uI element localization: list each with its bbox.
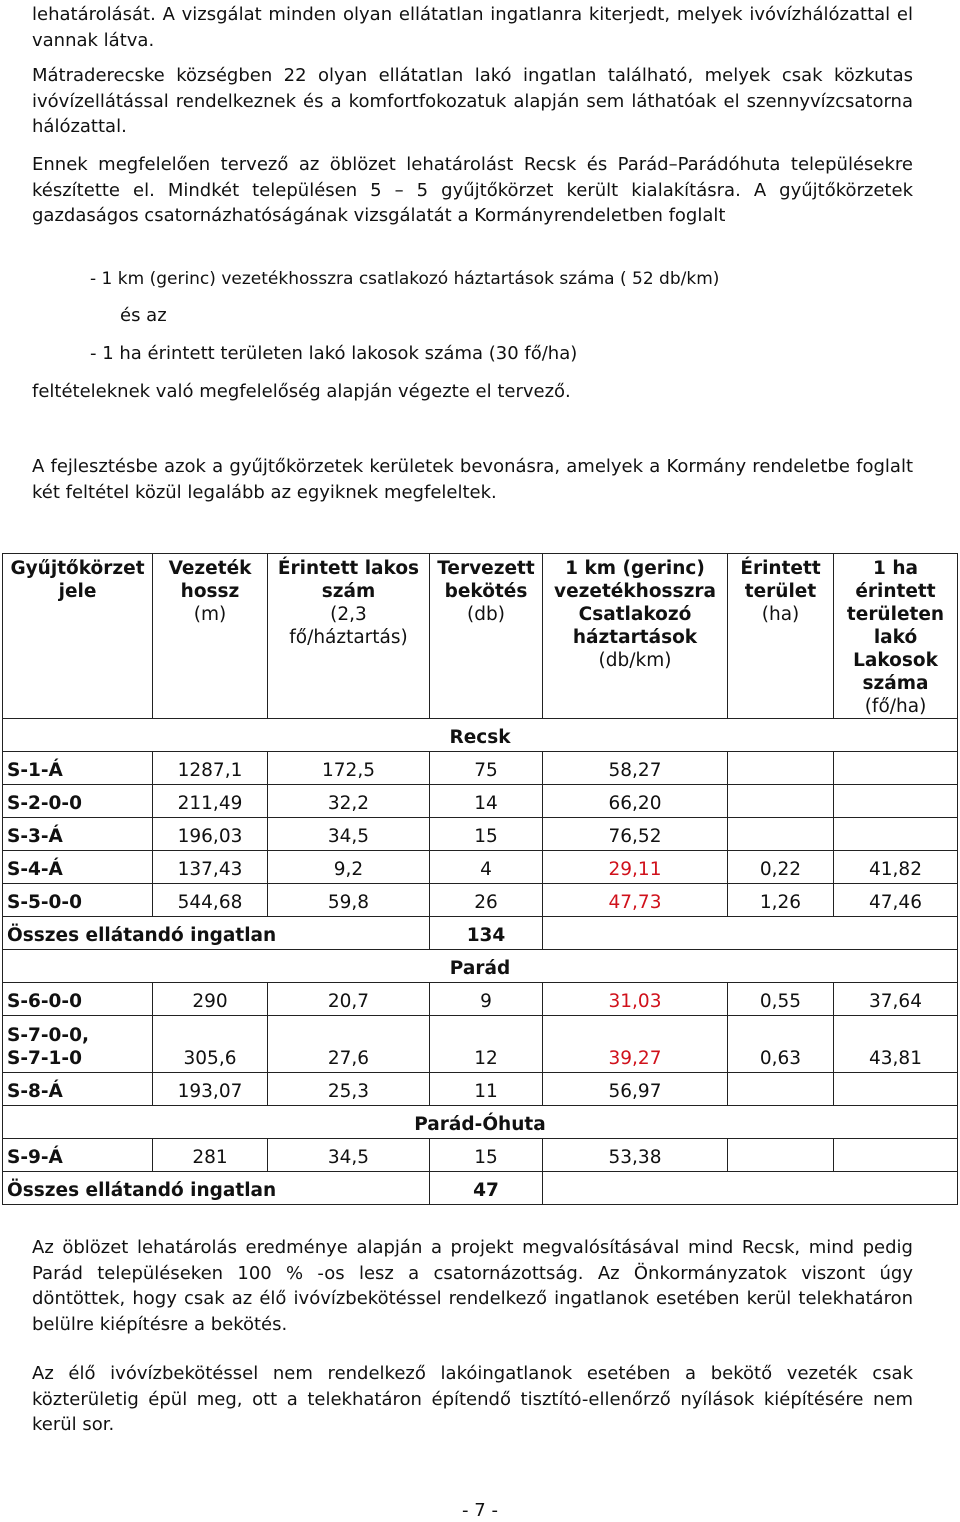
table-row — [3, 818, 958, 851]
cell-zone-id: S-8-Á — [3, 1073, 153, 1106]
cell-pipe-length: 544,68 — [153, 884, 268, 917]
cell-residents-per-ha: 47,46 — [834, 884, 958, 917]
cell-pipe-length: 196,03 — [153, 818, 268, 851]
cell-residents-per-ha — [834, 1073, 958, 1106]
cell-pipe-length: 193,07 — [153, 1073, 268, 1106]
paragraph-matraderecske: Mátraderecske községben 22 olyan ellátatlan lakó ingatlan található, melyek csak közkutas ivóvízellátással rendelkeznek és a komfortfokozatuk alapján sem láthatóak el szennyvízcsatorna hálózattal. — [32, 65, 913, 137]
table-row — [3, 785, 958, 818]
table-row — [3, 1016, 958, 1073]
cell-connections: 11 — [430, 1073, 543, 1106]
total-row — [3, 917, 958, 950]
cell-residents-per-ha: 43,81 — [834, 1016, 958, 1073]
paragraph-result: Az öblözet lehatárolás eredménye alapján a projekt megvalósításával mind Recsk, mind pedig Parád településeken 100 % -os lesz a csatornázottság. Az Önkormányzatok viszont úgy döntöttek, hogy csak az élő ivóvízbekötéssel rendelkező ingatlanok esetében kerül telekhatáron belülre kiépítésre a bekötés. — [32, 1237, 913, 1335]
cell-area — [728, 785, 834, 818]
cell-households-per-km: 58,27 — [543, 752, 728, 785]
section-label: Parád-Óhuta — [3, 1106, 958, 1139]
total-value: 47 — [430, 1172, 543, 1205]
total-label: Összes ellátandó ingatlan — [3, 917, 430, 950]
cell-connections: 75 — [430, 752, 543, 785]
cell-households-per-km: 66,20 — [543, 785, 728, 818]
cell-area: 0,55 — [728, 983, 834, 1016]
empty-cell — [543, 1172, 958, 1205]
cell-connections: 26 — [430, 884, 543, 917]
cell-households-per-km: 56,97 — [543, 1073, 728, 1106]
cell-households-per-km: 47,73 — [543, 884, 728, 917]
header-area: Érintett terület (ha) — [728, 554, 834, 719]
cell-pipe-length: 281 — [153, 1139, 268, 1172]
cell-residents: 32,2 — [268, 785, 430, 818]
cell-zone-id: S-6-0-0 — [3, 983, 153, 1016]
page-number: - 7 - — [462, 1500, 498, 1521]
cell-zone-id: S-1-Á — [3, 752, 153, 785]
cell-pipe-length: 211,49 — [153, 785, 268, 818]
cell-pipe-length: 305,6 — [153, 1016, 268, 1073]
cell-residents-per-ha: 37,64 — [834, 983, 958, 1016]
cell-connections: 9 — [430, 983, 543, 1016]
paragraph-no-connection: Az élő ivóvízbekötéssel nem rendelkező lakóingatlanok esetében a bekötő vezeték csak közterületig épül meg, ott a telekhatáron építendő tisztító-ellenőrző nyílások kiépítésére nem kerül sor. — [32, 1363, 913, 1435]
cell-residents: 27,6 — [268, 1016, 430, 1073]
table-row — [3, 752, 958, 785]
table-row — [3, 884, 958, 917]
cell-residents-per-ha: 41,82 — [834, 851, 958, 884]
cell-area — [728, 752, 834, 785]
paragraph-criteria-end: feltételeknek való megfelelőség alapján végezte el tervező. — [32, 381, 571, 402]
section-label: Recsk — [3, 719, 958, 752]
cell-households-per-km: 39,27 — [543, 1016, 728, 1073]
cell-pipe-length: 137,43 — [153, 851, 268, 884]
cell-connections: 4 — [430, 851, 543, 884]
collection-zone-table — [2, 553, 958, 1205]
cell-residents-per-ha — [834, 818, 958, 851]
total-label: Összes ellátandó ingatlan — [3, 1172, 430, 1205]
table-row — [3, 1073, 958, 1106]
paragraph-intro: lehatárolását. A vizsgálat minden olyan ellátatlan ingatlanra kiterjedt, melyek ivóvízhálózattal el vannak látva. — [32, 4, 913, 51]
cell-households-per-km: 29,11 — [543, 851, 728, 884]
cell-households-per-km: 53,38 — [543, 1139, 728, 1172]
cell-residents-per-ha — [834, 752, 958, 785]
cell-residents: 9,2 — [268, 851, 430, 884]
cell-residents: 25,3 — [268, 1073, 430, 1106]
header-residents: Érintett lakos szám (2,3 fő/háztartás) — [268, 554, 430, 719]
cell-connections: 15 — [430, 818, 543, 851]
cell-residents-per-ha — [834, 1139, 958, 1172]
cell-area — [728, 1139, 834, 1172]
cell-area — [728, 1073, 834, 1106]
header-connections: Tervezett bekötés (db) — [430, 554, 543, 719]
cell-residents: 34,5 — [268, 818, 430, 851]
cell-zone-id: S-9-Á — [3, 1139, 153, 1172]
criteria-connector: és az — [120, 305, 167, 326]
cell-households-per-km: 76,52 — [543, 818, 728, 851]
table-header-row — [3, 554, 958, 719]
cell-pipe-length: 290 — [153, 983, 268, 1016]
cell-residents: 20,7 — [268, 983, 430, 1016]
cell-connections: 15 — [430, 1139, 543, 1172]
paragraph-oblozet: Ennek megfelelően tervező az öblözet lehatárolást Recsk és Parád–Parádóhuta településekre készítette el. Mindkét településen 5 – 5 gyűjtőkörzet került kialakításra. A gyűjtőkörzetek gazdaságos csatornázhatóságának vizsgálatát a Kormányrendeletben foglalt — [32, 154, 913, 226]
section-row — [3, 1106, 958, 1139]
cell-area — [728, 818, 834, 851]
cell-connections: 12 — [430, 1016, 543, 1073]
section-row — [3, 950, 958, 983]
paragraph-fejlesztes: A fejlesztésbe azok a gyűjtőkörzetek kerületek bevonásra, amelyek a Kormány rendeletbe foglalt két feltétel közül legalább az egyiknek megfeleltek. — [32, 456, 913, 503]
cell-zone-id: S-3-Á — [3, 818, 153, 851]
section-row — [3, 719, 958, 752]
header-pipe-length: Vezeték hossz (m) — [153, 554, 268, 719]
cell-area: 0,22 — [728, 851, 834, 884]
cell-households-per-km: 31,03 — [543, 983, 728, 1016]
cell-zone-id: S-5-0-0 — [3, 884, 153, 917]
cell-area: 0,63 — [728, 1016, 834, 1073]
cell-connections: 14 — [430, 785, 543, 818]
cell-area: 1,26 — [728, 884, 834, 917]
criteria-bullet-2: - 1 ha érintett területen lakó lakosok száma (30 fő/ha) — [90, 343, 578, 364]
header-zone-id: Gyűjtőkörzet jele — [3, 554, 153, 719]
total-value: 134 — [430, 917, 543, 950]
empty-cell — [543, 917, 958, 950]
total-row — [3, 1172, 958, 1205]
table-row — [3, 851, 958, 884]
cell-residents: 172,5 — [268, 752, 430, 785]
cell-residents: 34,5 — [268, 1139, 430, 1172]
header-households-per-km: 1 km (gerinc) vezetékhosszra Csatlakozó háztartások (db/km) — [543, 554, 728, 719]
table-row — [3, 983, 958, 1016]
cell-zone-id: S-4-Á — [3, 851, 153, 884]
cell-residents-per-ha — [834, 785, 958, 818]
cell-zone-id: S-2-0-0 — [3, 785, 153, 818]
criteria-bullet-1: - 1 km (gerinc) vezetékhosszra csatlakozó háztartások száma ( 52 db/km) — [90, 269, 720, 289]
table-row — [3, 1139, 958, 1172]
section-label: Parád — [3, 950, 958, 983]
table-body — [3, 719, 958, 1205]
header-residents-per-ha: 1 ha érintett területen lakó Lakosok száma (fő/ha) — [834, 554, 958, 719]
cell-pipe-length: 1287,1 — [153, 752, 268, 785]
cell-zone-id: S-7-0-0, S-7-1-0 — [3, 1016, 153, 1073]
cell-residents: 59,8 — [268, 884, 430, 917]
